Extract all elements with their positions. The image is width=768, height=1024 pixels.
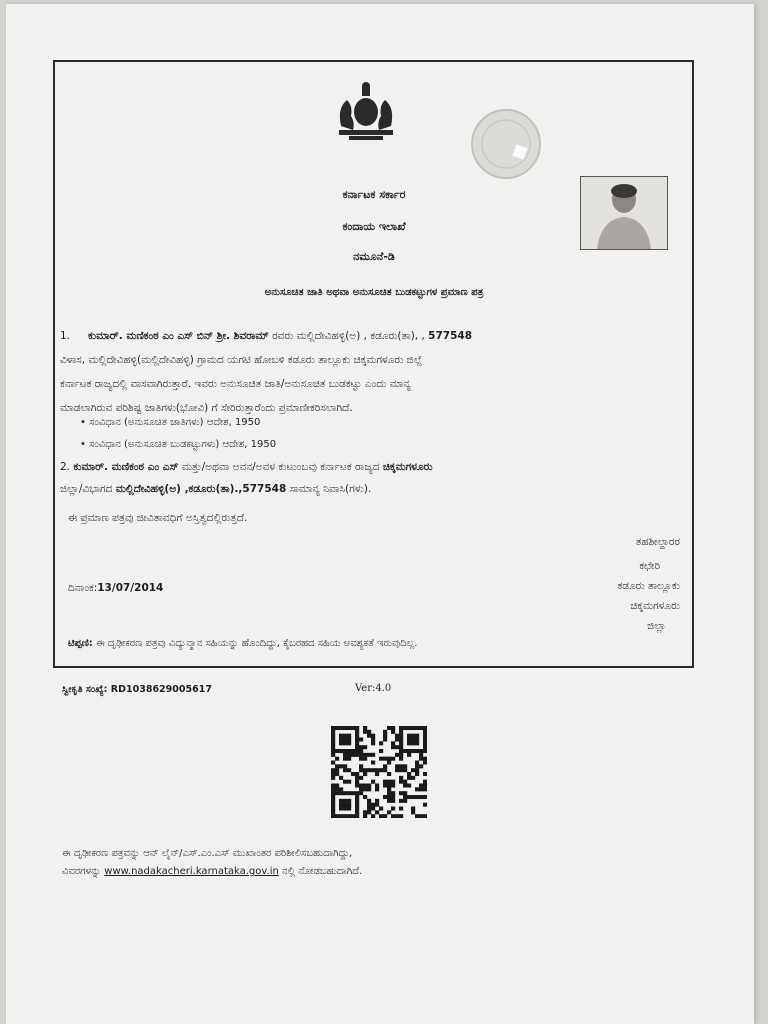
date-label: ದಿನಾಂಕ: (68, 582, 98, 594)
paragraph-2 (60, 456, 660, 500)
note-text: ಈ ದೃಢೀಕರಣ ಪತ್ರವು ವಿದ್ಯುನ್ಮಾನ ಸಹಿಯನ್ನು ಹೊಂದಿದ್ದು, ಕೈಬರಹದ ಸಹಿಯ ಅವಶ್ಯಕತೆ ಇರುವುದಿಲ್ಲ. (92, 638, 418, 649)
paragraph-number: 2. (60, 461, 71, 473)
certificate-title: ಅನುಸೂಚಿತ ಜಾತಿ ಅಥವಾ ಅನುಸೂಚಿತ ಬುಡಕಟ್ಟುಗಳ ಪ್ರಮಾಣ ಪತ್ರ (264, 287, 484, 298)
note (68, 638, 417, 649)
ack-value: RD1038629005617 (110, 684, 212, 695)
ack-label: ಸ್ವೀಕೃತಿ ಸಂಖ್ಯೆ: (62, 684, 111, 695)
acknowledgement-number (62, 684, 212, 695)
order-list (80, 412, 276, 456)
district-name: ಚಿಕ್ಕಮಗಳೂರು (382, 461, 433, 473)
paragraph-1-line-1 (88, 324, 660, 348)
department-heading: ಕಂದಾಯ ಇಲಾಖೆ (342, 220, 406, 233)
signatory-line: ಜಿಲ್ಲಾ (647, 620, 666, 632)
place-name: ಮಲ್ಲಿದೇವಿಹಳ್ಳಿ(ಅ) ,ಕಡೂರು(ತಾ).,577548 (115, 483, 287, 495)
list-item: • ಸಂವಿಧಾನ (ಅನುಸೂಚಿತ ಜಾತಿಗಳು) ಆದೇಶ, 1950 (80, 417, 261, 428)
paragraph-text: ರವರು ಮಲ್ಲಿದೇವಿಹಳ್ಳಿ(ಅ) , ಕಡೂರು(ತಾ), , (268, 330, 429, 342)
version-label: Ver:4.0 (355, 683, 392, 694)
footer-line-2 (62, 866, 362, 877)
signatory-line: ಕಛೇರಿ (639, 560, 660, 572)
paragraph-1-line-4: ಮಾಡಲಾಗಿರುವ ಪರಿಶಿಷ್ಟ ಜಾತಿಗಳು(ಭೋವಿ) ಗೆ ಸೇರಿರುತ್ತಾರೆಂದು ಪ್ರಮಾಣೀಕರಿಸಲಾಗಿದೆ. (60, 402, 353, 414)
issue-date (68, 582, 163, 595)
state-emblem-icon (333, 82, 399, 144)
signatory-line: ಕಡೂರು ತಾಲ್ಲೂಕು (617, 580, 680, 592)
list-item: • ಸಂವಿಧಾನ (ಅನುಸೂಚಿತ ಬುಡಕಟ್ಟುಗಳು) ಆದೇಶ, 1950 (80, 439, 277, 450)
paragraph-text: ಸಾಮಾನ್ಯ ನಿವಾಸಿ(ಗಳು). (286, 483, 372, 495)
signatory-line: ಚಿಕ್ಕಮಗಳೂರು (630, 600, 680, 612)
paragraph-2-line-2 (60, 478, 660, 500)
footer-text: ನಲ್ಲಿ ನೋಡಬಹುದಾಗಿದೆ. (278, 866, 363, 877)
applicant-name: ಕುಮಾರ್. ಮಣಿಕಂಠ ಎಂ ಎಸ್ (73, 461, 179, 473)
note-label: ಟಿಪ್ಪಣಿ: (68, 638, 93, 649)
form-heading: ನಮೂನೆ-ಡಿ (353, 250, 395, 263)
signatory-line: ತಹಶೀಲ್ದಾರರ (635, 536, 680, 548)
footer-line-1: ಈ ದೃಢೀಕರಣ ಪತ್ರವನ್ನು ಆನ್ ಲೈನ್/ಎಸ್.ಎಂ.ಎಸ್ ಮುಖಾಂತರ ಪರಿಶೀಲಿಸಬಹುದಾಗಿದ್ದು, (62, 848, 353, 859)
govt-heading: ಕರ್ನಾಟಕ ಸರ್ಕಾರ (342, 188, 406, 201)
paragraph-1 (60, 324, 660, 420)
qr-code-icon (331, 726, 427, 818)
paragraph-2-line-1 (60, 456, 660, 478)
verification-link[interactable]: www.nadakacheri.karnataka.gov.in (104, 866, 279, 877)
date-value: 13/07/2014 (97, 582, 164, 594)
paragraph-1-line-2: ವಿಳಾಸ, ಮಲ್ಲಿದೇವಿಹಳ್ಳಿ(ಮಲ್ಲಿದೇವಿಹಳ್ಳಿ) ಗ್ರಾಮದ ಯಗಟಿ ಹೋಬಳಿ ಕಡೂರು ತಾಲ್ಲೂಕು ಚಿಕ್ಕಮಗಳೂರು ಜಿಲ್ಲೆ (60, 354, 423, 366)
hologram-seal-icon (470, 108, 542, 180)
paragraph-text: ಮತ್ತು/ಅಥವಾ ಅವನ/ಅವಳ ಕುಟುಂಬವು ಕರ್ನಾಟಕ ರಾಜ್ಯದ (178, 461, 383, 473)
pincode: 577548 (428, 330, 473, 342)
applicant-name: ಕುಮಾರ್. ಮಣಿಕಂಠ ಎಂ ಎಸ್ ಬಿನ್ ಶ್ರೀ. ಶಿವರಾಮ್ (88, 330, 269, 342)
footer-text: ವಿವರಗಳನ್ನು (62, 866, 105, 877)
paragraph-number: 1. (60, 330, 71, 342)
paragraph-text: ಜಿಲ್ಲಾ/ವಿಭಾಗದ (60, 483, 116, 495)
validity-statement: ಈ ಪ್ರಮಾಣ ಪತ್ರವು ಜೀವಿತಾವಧಿಗೆ ಅಸ್ತಿತ್ವದಲ್ಲಿರುತ್ತದೆ. (68, 512, 248, 524)
paragraph-1-line-3: ಕರ್ನಾಟಕ ರಾಜ್ಯದಲ್ಲಿ ವಾಸವಾಗಿರುತ್ತಾರೆ. ಇವರು ಅನುಸೂಚಿತ ಜಾತಿ/ಅನುಸೂಚಿತ ಬುಡಕಟ್ಟು ಎಂದು ಮಾನ್ಯ (60, 378, 411, 390)
